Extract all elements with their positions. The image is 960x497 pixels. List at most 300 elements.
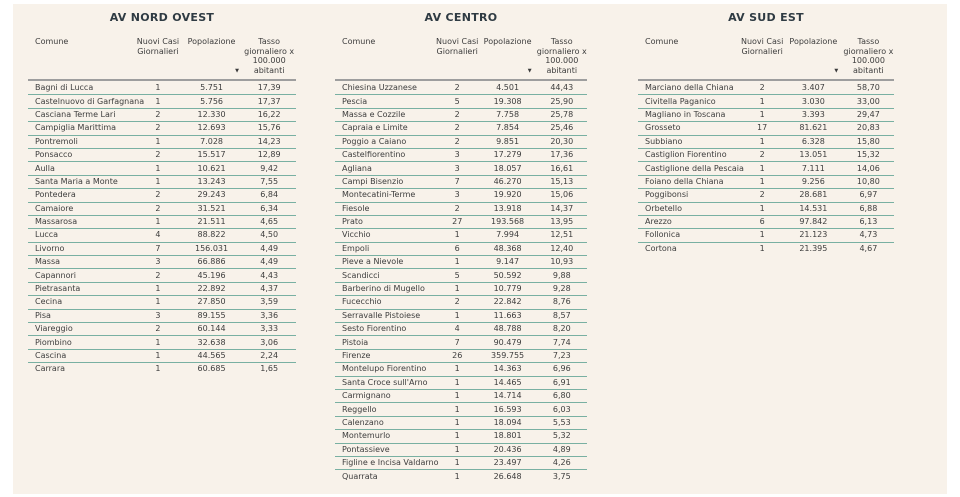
- nuovi-casi-cell: 1: [759, 96, 765, 106]
- tasso-cell: 3,36: [260, 310, 279, 320]
- nuovi-casi-cell: 2: [454, 297, 460, 307]
- table-row: [335, 335, 587, 348]
- comune-cell: Bagni di Lucca: [35, 82, 94, 92]
- tasso-cell: 15,13: [550, 176, 574, 186]
- comune-cell: Montecatini-Terme: [342, 190, 416, 200]
- tasso-cell: 6,13: [859, 217, 878, 227]
- nuovi-casi-cell: 2: [155, 123, 161, 133]
- table-row: [335, 443, 587, 456]
- nuovi-casi-cell: 1: [454, 444, 460, 454]
- table-row: [28, 161, 296, 174]
- popolazione-cell: 20.436: [493, 444, 522, 454]
- table-row: [638, 108, 894, 121]
- comune-cell: Castiglione della Pescaia: [645, 163, 744, 173]
- comune-cell: Viareggio: [35, 324, 73, 334]
- tasso-cell: 3,59: [260, 297, 279, 307]
- comune-cell: Reggello: [342, 404, 377, 414]
- tasso-cell: 12,89: [257, 150, 281, 160]
- nuovi-casi-cell: 1: [454, 391, 460, 401]
- table-row: [335, 376, 587, 389]
- table-row: [28, 215, 296, 228]
- nuovi-casi-cell: 1: [454, 404, 460, 414]
- tasso-cell: 4,65: [260, 217, 279, 227]
- column-header-comune[interactable]: [638, 37, 740, 75]
- column-header-popolazione[interactable]: [181, 37, 243, 75]
- tasso-cell: 3,75: [552, 471, 571, 481]
- table-row: [638, 135, 894, 148]
- nuovi-casi-cell: 2: [454, 109, 460, 119]
- tasso-cell: 4,89: [552, 444, 571, 454]
- table-body: [28, 81, 296, 376]
- table-row: [28, 349, 296, 362]
- comune-cell: Aulla: [35, 163, 55, 173]
- tasso-cell: 14,23: [257, 136, 281, 146]
- column-header-nuovi-casi-giornalieri[interactable]: [135, 37, 181, 75]
- table-row: [335, 429, 587, 442]
- popolazione-cell: 11.663: [493, 310, 522, 320]
- tasso-cell: 10,93: [550, 257, 574, 267]
- comune-cell: Castiglion Fiorentino: [645, 150, 727, 160]
- tasso-cell: 16,61: [550, 163, 574, 173]
- sort-desc-icon[interactable]: ▼: [527, 68, 532, 74]
- nuovi-casi-cell: 1: [155, 136, 161, 146]
- nuovi-casi-cell: 1: [454, 257, 460, 267]
- tasso-cell: 5,32: [552, 431, 571, 441]
- nuovi-casi-cell: 2: [759, 82, 765, 92]
- tasso-cell: 15,76: [257, 123, 281, 133]
- comune-cell: Sesto Fiorentino: [342, 324, 407, 334]
- tasso-cell: 4,67: [859, 243, 878, 253]
- comune-cell: Fucecchio: [342, 297, 382, 307]
- comune-cell: Cecina: [35, 297, 63, 307]
- tasso-cell: 6,88: [859, 203, 878, 213]
- popolazione-cell: 21.123: [799, 230, 828, 240]
- popolazione-cell: 44.565: [197, 351, 226, 360]
- table-row: [335, 322, 587, 335]
- table-row: [28, 268, 296, 281]
- comune-cell: Calenzano: [342, 417, 384, 427]
- popolazione-cell: 17.279: [493, 150, 522, 160]
- comune-cell: Montelupo Fiorentino: [342, 364, 427, 374]
- tasso-cell: 8,57: [552, 310, 571, 320]
- tasso-cell: 1,65: [260, 364, 279, 374]
- nuovi-casi-cell: 1: [454, 310, 460, 320]
- popolazione-cell: 31.521: [197, 203, 226, 213]
- popolazione-cell: 18.801: [493, 431, 522, 441]
- nuovi-casi-cell: 1: [454, 431, 460, 441]
- comune-cell: Capannori: [35, 270, 77, 280]
- popolazione-cell: 46.270: [493, 176, 522, 186]
- popolazione-cell: 5.751: [200, 82, 223, 92]
- tasso-cell: 8,20: [552, 324, 571, 334]
- nuovi-casi-cell: 7: [454, 176, 460, 186]
- comune-cell: Casciana Terme Lari: [35, 109, 116, 119]
- table-row: [638, 121, 894, 134]
- popolazione-cell: 12.693: [197, 123, 226, 133]
- nuovi-casi-cell: 1: [155, 284, 161, 294]
- table-body: [335, 81, 587, 483]
- popolazione-cell: 50.592: [493, 270, 522, 280]
- comune-cell: Pontedera: [35, 190, 76, 200]
- comune-cell: Ponsacco: [35, 150, 73, 160]
- comune-cell: Subbiano: [645, 136, 683, 146]
- popolazione-cell: 22.892: [197, 284, 226, 294]
- table-av-nord-ovest: [28, 12, 296, 376]
- popolazione-cell: 14.363: [493, 364, 522, 374]
- table-row: [28, 175, 296, 188]
- table-row: [28, 148, 296, 161]
- tasso-cell: 9,42: [260, 163, 279, 173]
- column-header-tasso[interactable]: [834, 37, 894, 75]
- column-header-nuovi-casi-giornalieri[interactable]: [740, 37, 784, 75]
- nuovi-casi-cell: 2: [155, 150, 161, 160]
- table-header: [335, 37, 587, 81]
- nuovi-casi-cell: 1: [155, 82, 161, 92]
- popolazione-cell: 5.756: [200, 96, 223, 106]
- tasso-cell: 12,51: [550, 230, 574, 240]
- tasso-cell: 25,90: [550, 96, 574, 106]
- nuovi-casi-cell: 1: [454, 230, 460, 240]
- tasso-cell: 9,28: [552, 284, 571, 294]
- table-row: [638, 161, 894, 174]
- popolazione-cell: 12.330: [197, 109, 226, 119]
- popolazione-cell: 22.842: [493, 297, 522, 307]
- popolazione-cell: 19.308: [493, 96, 522, 106]
- tasso-cell: 15,32: [856, 150, 880, 160]
- popolazione-cell: 3.393: [801, 109, 825, 119]
- nuovi-casi-cell: 2: [155, 270, 161, 280]
- popolazione-cell: 10.621: [197, 163, 226, 173]
- tasso-cell: 6,96: [552, 364, 571, 374]
- table-row: [335, 255, 587, 268]
- popolazione-cell: 21.511: [197, 217, 226, 227]
- tasso-cell: 17,39: [257, 82, 281, 92]
- comune-cell: Lucca: [35, 230, 59, 240]
- comune-cell: Scandicci: [342, 270, 380, 280]
- nuovi-casi-cell: 1: [454, 284, 460, 294]
- popolazione-cell: 18.094: [493, 417, 522, 427]
- table-row: [638, 215, 894, 228]
- comune-cell: Carmignano: [342, 391, 391, 401]
- popolazione-cell: 7.111: [801, 163, 825, 173]
- popolazione-cell: 14.465: [493, 377, 522, 387]
- column-label-nuovi-casi-giornalieri: Nuovi Casi Giornalieri: [136, 37, 180, 56]
- table-row: [638, 148, 894, 161]
- popolazione-cell: 7.854: [496, 123, 520, 133]
- popolazione-cell: 28.681: [799, 190, 828, 200]
- column-label-nuovi-casi-giornalieri: Nuovi Casi Giornalieri: [436, 37, 479, 56]
- tasso-cell: 7,55: [260, 176, 279, 186]
- popolazione-cell: 14.531: [799, 203, 828, 213]
- tasso-cell: 4,26: [552, 458, 571, 468]
- table-title: AV NORD OVEST: [109, 11, 215, 24]
- nuovi-casi-cell: 3: [454, 190, 460, 200]
- table-row: [638, 242, 894, 255]
- popolazione-cell: 88.822: [197, 230, 226, 240]
- comune-cell: Campiglia Marittima: [35, 123, 117, 133]
- popolazione-cell: 21.395: [799, 243, 828, 253]
- nuovi-casi-cell: 1: [155, 163, 161, 173]
- nuovi-casi-cell: 1: [454, 471, 460, 481]
- tasso-cell: 20,83: [856, 123, 880, 133]
- nuovi-casi-cell: 1: [454, 458, 460, 468]
- popolazione-cell: 15.517: [197, 150, 226, 160]
- nuovi-casi-cell: 1: [155, 364, 161, 374]
- nuovi-casi-cell: 1: [759, 230, 765, 240]
- table-row: [335, 268, 587, 281]
- tasso-cell: 6,34: [260, 203, 279, 213]
- nuovi-casi-cell: 1: [759, 136, 765, 146]
- comune-cell: Civitella Paganico: [645, 96, 716, 106]
- tasso-cell: 3,33: [260, 324, 279, 334]
- comune-cell: Livorno: [35, 243, 65, 253]
- popolazione-cell: 7.758: [496, 109, 520, 119]
- column-label-popolazione: Popolazione: [789, 37, 838, 46]
- table-title: AV SUD EST: [728, 11, 804, 24]
- comune-cell: Massa: [35, 257, 61, 267]
- comune-cell: Poggibonsi: [645, 190, 689, 200]
- sort-desc-icon[interactable]: ▼: [834, 68, 839, 74]
- nuovi-casi-cell: 27: [452, 217, 463, 227]
- column-label-comune: Comune: [342, 37, 376, 46]
- table-row: [28, 282, 296, 295]
- popolazione-cell: 18.057: [493, 163, 522, 173]
- table-av-centro: [335, 12, 587, 483]
- nuovi-casi-cell: 1: [759, 203, 765, 213]
- tables-panel: [13, 4, 947, 494]
- comune-cell: Empoli: [342, 243, 370, 253]
- popolazione-cell: 23.497: [493, 458, 522, 468]
- popolazione-cell: 13.243: [197, 176, 226, 186]
- tasso-cell: 6,91: [552, 377, 571, 387]
- nuovi-casi-cell: 2: [454, 82, 460, 92]
- column-header-tasso[interactable]: [235, 37, 296, 75]
- nuovi-casi-cell: 1: [759, 109, 765, 119]
- nuovi-casi-cell: 1: [155, 351, 161, 360]
- tasso-cell: 17,36: [550, 150, 574, 160]
- comune-cell: Arezzo: [645, 217, 672, 227]
- table-row: [335, 242, 587, 255]
- tasso-cell: 5,53: [552, 417, 571, 427]
- popolazione-cell: 7.994: [496, 230, 520, 240]
- table-row: [335, 175, 587, 188]
- tasso-cell: 7,23: [552, 351, 571, 360]
- table-row: [638, 188, 894, 201]
- table-row: [335, 389, 587, 402]
- tasso-cell: 12,40: [550, 243, 574, 253]
- nuovi-casi-cell: 1: [155, 217, 161, 227]
- table-row: [28, 362, 296, 375]
- popolazione-cell: 29.243: [197, 190, 226, 200]
- comune-cell: Camaiore: [35, 203, 74, 213]
- table-av-sud-est: [638, 12, 894, 255]
- tasso-cell: 4,50: [260, 230, 279, 240]
- comune-cell: Cortona: [645, 243, 677, 253]
- column-label-nuovi-casi-giornalieri: Nuovi Casi Giornalieri: [740, 37, 784, 56]
- comune-cell: Pescia: [342, 96, 368, 106]
- nuovi-casi-cell: 1: [759, 163, 765, 173]
- popolazione-cell: 13.051: [799, 150, 828, 160]
- comune-cell: Follonica: [645, 230, 681, 240]
- comune-cell: Pieve a Nievole: [342, 257, 404, 267]
- comune-cell: Poggio a Caiano: [342, 136, 407, 146]
- nuovi-casi-cell: 7: [454, 337, 460, 347]
- tasso-cell: 3,06: [260, 337, 279, 347]
- nuovi-casi-cell: 1: [454, 364, 460, 374]
- table-row: [335, 228, 587, 241]
- table-header: [28, 37, 296, 81]
- comune-cell: Pontassieve: [342, 444, 390, 454]
- popolazione-cell: 60.685: [197, 364, 226, 374]
- column-header-comune[interactable]: [335, 37, 436, 75]
- table-row: [335, 94, 587, 107]
- table-row: [28, 322, 296, 335]
- table-row: [638, 81, 894, 94]
- tasso-cell: 10,80: [856, 176, 880, 186]
- table-row: [28, 202, 296, 215]
- tasso-cell: 7,74: [552, 337, 571, 347]
- nuovi-casi-cell: 6: [454, 243, 460, 253]
- column-label-tasso: Tasso giornaliero x 100.000 abitanti: [536, 37, 587, 75]
- table-title: AV CENTRO: [424, 11, 498, 24]
- column-header-tasso[interactable]: [527, 37, 587, 75]
- comune-cell: Firenze: [342, 351, 371, 360]
- nuovi-casi-cell: 2: [155, 324, 161, 334]
- popolazione-cell: 13.918: [493, 203, 522, 213]
- nuovi-casi-cell: 1: [759, 243, 765, 253]
- tasso-cell: 8,76: [552, 297, 571, 307]
- table-row: [335, 148, 587, 161]
- comune-cell: Vicchio: [342, 230, 371, 240]
- tasso-cell: 4,49: [260, 257, 279, 267]
- tasso-cell: 25,46: [550, 123, 574, 133]
- nuovi-casi-cell: 3: [454, 163, 460, 173]
- tasso-cell: 16,22: [257, 109, 281, 119]
- popolazione-cell: 97.842: [799, 217, 828, 227]
- nuovi-casi-cell: 2: [155, 190, 161, 200]
- comune-cell: Grosseto: [645, 123, 681, 133]
- popolazione-cell: 26.648: [493, 471, 522, 481]
- popolazione-cell: 14.714: [493, 391, 522, 401]
- popolazione-cell: 27.850: [197, 297, 226, 307]
- table-row: [335, 295, 587, 308]
- tasso-cell: 9,88: [552, 270, 571, 280]
- comune-cell: Figline e Incisa Valdarno: [342, 458, 439, 468]
- comune-cell: Pistoia: [342, 337, 369, 347]
- table-row: [638, 228, 894, 241]
- table-row: [335, 215, 587, 228]
- nuovi-casi-cell: 3: [155, 310, 161, 320]
- tasso-cell: 2,24: [260, 351, 279, 360]
- table-row: [28, 228, 296, 241]
- comune-cell: Carrara: [35, 364, 66, 374]
- comune-cell: Piombino: [35, 337, 72, 347]
- table-row: [28, 121, 296, 134]
- popolazione-cell: 3.407: [801, 82, 825, 92]
- comune-cell: Serravalle Pistoiese: [342, 310, 421, 320]
- nuovi-casi-cell: 2: [454, 123, 460, 133]
- nuovi-casi-cell: 3: [454, 150, 460, 160]
- sort-desc-icon[interactable]: ▼: [235, 68, 240, 74]
- tasso-cell: 4,37: [260, 284, 279, 294]
- comune-cell: Capraia e Limite: [342, 123, 408, 133]
- column-label-tasso: Tasso giornaliero x 100.000 abitanti: [843, 37, 894, 75]
- tasso-cell: 29,47: [856, 109, 880, 119]
- nuovi-casi-cell: 4: [155, 230, 161, 240]
- nuovi-casi-cell: 1: [155, 96, 161, 106]
- table-row: [638, 202, 894, 215]
- table-row: [28, 108, 296, 121]
- column-label-tasso: Tasso giornaliero x 100.000 abitanti: [244, 37, 295, 75]
- popolazione-cell: 81.621: [799, 123, 828, 133]
- nuovi-casi-cell: 2: [155, 203, 161, 213]
- table-row: [28, 188, 296, 201]
- comune-cell: Pontremoli: [35, 136, 78, 146]
- comune-cell: Pisa: [35, 310, 51, 320]
- tasso-cell: 17,37: [257, 96, 281, 106]
- tasso-cell: 14,37: [550, 203, 574, 213]
- column-header-nuovi-casi-giornalieri[interactable]: [436, 37, 479, 75]
- tasso-cell: 15,06: [550, 190, 574, 200]
- popolazione-cell: 359.755: [491, 351, 525, 360]
- popolazione-cell: 10.779: [493, 284, 522, 294]
- comune-cell: Chiesina Uzzanese: [342, 82, 417, 92]
- nuovi-casi-cell: 2: [759, 190, 765, 200]
- tasso-cell: 6,84: [260, 190, 279, 200]
- nuovi-casi-cell: 5: [454, 270, 460, 280]
- comune-cell: Castelnuovo di Garfagnana: [35, 96, 145, 106]
- table-row: [335, 309, 587, 322]
- nuovi-casi-cell: 17: [757, 123, 768, 133]
- table-body: [638, 81, 894, 255]
- popolazione-cell: 193.568: [491, 217, 525, 227]
- comune-cell: Campi Bisenzio: [342, 176, 404, 186]
- comune-cell: Cascina: [35, 351, 67, 360]
- column-label-popolazione: Popolazione: [187, 37, 236, 46]
- popolazione-cell: 9.851: [496, 136, 520, 146]
- popolazione-cell: 45.196: [197, 270, 226, 280]
- comune-cell: Santa Maria a Monte: [35, 176, 118, 186]
- table-row: [335, 161, 587, 174]
- table-row: [28, 309, 296, 322]
- table-row: [335, 416, 587, 429]
- table-row: [638, 175, 894, 188]
- comune-cell: Foiano della Chiana: [645, 176, 724, 186]
- column-label-comune: Comune: [645, 37, 679, 46]
- table-row: [335, 456, 587, 469]
- comune-cell: Pietrasanta: [35, 284, 81, 294]
- column-label-comune: Comune: [35, 37, 69, 46]
- comune-cell: Magliano in Toscana: [645, 109, 726, 119]
- table-row: [335, 349, 587, 362]
- popolazione-cell: 90.479: [493, 337, 522, 347]
- table-row: [335, 135, 587, 148]
- comune-cell: Quarrata: [342, 471, 378, 481]
- column-header-comune[interactable]: [28, 37, 135, 75]
- comune-cell: Barberino di Mugello: [342, 284, 425, 294]
- popolazione-cell: 16.593: [493, 404, 522, 414]
- table-row: [28, 335, 296, 348]
- popolazione-cell: 32.638: [197, 337, 226, 347]
- nuovi-casi-cell: 1: [155, 176, 161, 186]
- tasso-cell: 58,70: [856, 82, 880, 92]
- table-row: [28, 135, 296, 148]
- popolazione-cell: 4.501: [496, 82, 520, 92]
- nuovi-casi-cell: 3: [155, 257, 161, 267]
- popolazione-cell: 48.788: [493, 324, 522, 334]
- tasso-cell: 14,06: [856, 163, 880, 173]
- column-label-popolazione: Popolazione: [483, 37, 532, 46]
